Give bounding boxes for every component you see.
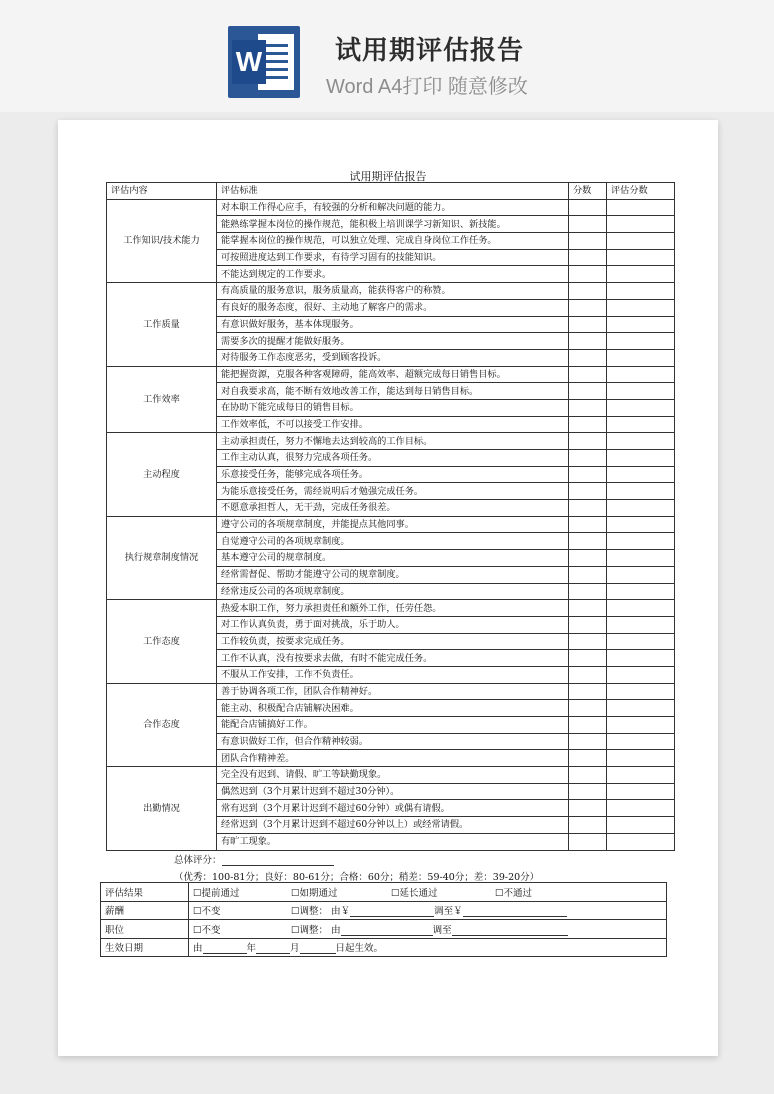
evaluation-score-cell[interactable] xyxy=(607,700,675,717)
score-cell[interactable] xyxy=(569,433,607,450)
score-cell[interactable] xyxy=(569,450,607,467)
criteria-cell: 工作较负责，按要求完成任务。 xyxy=(217,633,569,650)
category-cell: 工作知识/技术能力 xyxy=(107,199,217,282)
evaluation-table xyxy=(106,182,675,851)
criteria-cell: 工作效率低，不可以接受工作安排。 xyxy=(217,416,569,433)
salary-adjust[interactable]: ☐调整： xyxy=(291,906,329,918)
evaluation-score-cell[interactable] xyxy=(607,817,675,834)
score-cell[interactable] xyxy=(569,266,607,283)
table-row xyxy=(107,516,675,533)
banner xyxy=(0,0,774,112)
score-cell[interactable] xyxy=(569,383,607,400)
category-cell: 工作质量 xyxy=(107,283,217,366)
result-option-extend[interactable]: ☐延长通过 xyxy=(391,887,438,899)
evaluation-score-cell[interactable] xyxy=(607,199,675,216)
criteria-cell: 有意识做好服务，基本体现服务。 xyxy=(217,316,569,333)
banner-title: 试用期评估报告 xyxy=(335,36,525,66)
criteria-cell: 乐意接受任务，能够完成各项任务。 xyxy=(217,466,569,483)
score-cell[interactable] xyxy=(569,566,607,583)
score-cell[interactable] xyxy=(569,349,607,366)
eff-day-blank[interactable] xyxy=(300,943,336,954)
position-row xyxy=(101,920,667,939)
score-cell[interactable] xyxy=(569,767,607,784)
total-score-blank[interactable] xyxy=(222,855,334,866)
position-adjust[interactable]: ☐调整： xyxy=(291,924,329,936)
score-cell[interactable] xyxy=(569,199,607,216)
salary-to-blank[interactable] xyxy=(463,906,567,917)
eff-from-label: 由 xyxy=(193,943,203,955)
criteria-cell: 热爱本职工作，努力承担责任和额外工作，任劳任怨。 xyxy=(217,600,569,617)
position-no-change[interactable]: ☐不变 xyxy=(193,924,221,936)
evaluation-score-cell[interactable] xyxy=(607,616,675,633)
evaluation-score-cell[interactable] xyxy=(607,266,675,283)
evaluation-score-cell[interactable] xyxy=(607,500,675,517)
evaluation-score-cell[interactable] xyxy=(607,717,675,734)
criteria-cell: 完全没有迟到、请假、旷工等缺勤现象。 xyxy=(217,767,569,784)
category-cell: 主动程度 xyxy=(107,433,217,516)
score-cell[interactable] xyxy=(569,750,607,767)
result-row xyxy=(101,883,667,902)
evaluation-score-cell[interactable] xyxy=(607,383,675,400)
evaluation-score-cell[interactable] xyxy=(607,249,675,266)
score-cell[interactable] xyxy=(569,817,607,834)
banner-subtitle: Word A4打印 随意修改 xyxy=(326,76,528,98)
score-cell[interactable] xyxy=(569,550,607,567)
category-cell: 工作态度 xyxy=(107,600,217,683)
criteria-cell: 经常需督促、帮助才能遵守公司的规章制度。 xyxy=(217,566,569,583)
position-to-blank[interactable] xyxy=(452,925,568,936)
score-cell[interactable] xyxy=(569,633,607,650)
evaluation-score-cell[interactable] xyxy=(607,533,675,550)
effective-date-row xyxy=(101,938,667,957)
criteria-cell: 不愿意承担哲人，无干劲，完成任务很差。 xyxy=(217,500,569,517)
result-table xyxy=(100,882,667,957)
criteria-cell: 能熟练掌握本岗位的操作规范，能积极上培训课学习新知识、新技能。 xyxy=(217,216,569,233)
criteria-cell: 可按照进度达到工作要求，有待学习固有的技能知识。 xyxy=(217,249,569,266)
evaluation-score-cell[interactable] xyxy=(607,216,675,233)
evaluation-score-cell[interactable] xyxy=(607,650,675,667)
evaluation-score-cell[interactable] xyxy=(607,349,675,366)
document-page xyxy=(58,120,718,1056)
evaluation-score-cell[interactable] xyxy=(607,416,675,433)
criteria-cell: 经常违反公司的各项规章制度。 xyxy=(217,583,569,600)
evaluation-score-cell[interactable] xyxy=(607,566,675,583)
eff-year-label: 年 xyxy=(246,943,257,955)
salary-options xyxy=(189,901,667,920)
position-label: 职位 xyxy=(101,920,189,939)
salary-no-change[interactable]: ☐不变 xyxy=(193,906,221,918)
score-cell[interactable] xyxy=(569,800,607,817)
score-cell[interactable] xyxy=(569,666,607,683)
result-label: 评估结果 xyxy=(101,883,189,902)
eff-year-blank[interactable] xyxy=(203,943,247,954)
evaluation-score-cell[interactable] xyxy=(607,750,675,767)
table-row xyxy=(107,683,675,700)
criteria-cell: 经常迟到（3个月累计迟到不超过60分钟以上）或经常请假。 xyxy=(217,817,569,834)
position-to-label: 调至 xyxy=(432,924,452,936)
evaluation-score-cell[interactable] xyxy=(607,516,675,533)
criteria-cell: 有良好的服务态度，很好、主动地了解客户的需求。 xyxy=(217,299,569,316)
evaluation-score-cell[interactable] xyxy=(607,366,675,383)
score-cell[interactable] xyxy=(569,733,607,750)
criteria-cell: 常有迟到（3个月累计迟到不超过60分钟）或偶有请假。 xyxy=(217,800,569,817)
position-options xyxy=(189,920,667,939)
result-option-early[interactable]: ☐提前通过 xyxy=(193,887,240,899)
word-doc-icon xyxy=(228,26,300,98)
total-score xyxy=(174,852,774,866)
evaluation-score-cell[interactable] xyxy=(607,466,675,483)
criteria-cell: 工作主动认真，很努力完成各项任务。 xyxy=(217,450,569,467)
salary-from-label: 由￥ xyxy=(331,906,351,918)
evaluation-score-cell[interactable] xyxy=(607,583,675,600)
score-cell[interactable] xyxy=(569,600,607,617)
criteria-cell: 不能达到规定的工作要求。 xyxy=(217,266,569,283)
score-cell[interactable] xyxy=(569,516,607,533)
salary-from-blank[interactable] xyxy=(350,906,434,917)
position-from-label: 由 xyxy=(331,924,341,936)
score-cell[interactable] xyxy=(569,650,607,667)
evaluation-score-cell[interactable] xyxy=(607,683,675,700)
table-row xyxy=(107,767,675,784)
criteria-cell: 有高质量的服务意识，服务质量高，能获得客户的称赞。 xyxy=(217,283,569,300)
score-cell[interactable] xyxy=(569,249,607,266)
header-cell: 评估内容 xyxy=(107,183,217,200)
criteria-cell: 能配合店铺搞好工作。 xyxy=(217,717,569,734)
evaluation-score-cell[interactable] xyxy=(607,283,675,300)
evaluation-score-cell[interactable] xyxy=(607,833,675,850)
criteria-cell: 有旷工现象。 xyxy=(217,833,569,850)
total-score-label: 总体评分： xyxy=(174,855,222,866)
evaluation-score-cell[interactable] xyxy=(607,333,675,350)
table-row xyxy=(107,600,675,617)
effective-date-fields xyxy=(189,938,667,957)
evaluation-score-cell[interactable] xyxy=(607,299,675,316)
table-row xyxy=(107,199,675,216)
score-cell[interactable] xyxy=(569,233,607,250)
evaluation-score-cell[interactable] xyxy=(607,633,675,650)
table-row xyxy=(107,283,675,300)
criteria-cell: 有意识做好工作，但合作精神较弱。 xyxy=(217,733,569,750)
criteria-cell: 自觉遵守公司的各项规章制度。 xyxy=(217,533,569,550)
eff-month-blank[interactable] xyxy=(256,943,290,954)
category-cell: 执行规章制度情况 xyxy=(107,516,217,599)
score-cell[interactable] xyxy=(569,683,607,700)
evaluation-score-cell[interactable] xyxy=(607,666,675,683)
evaluation-score-cell[interactable] xyxy=(607,233,675,250)
salary-label: 薪酬 xyxy=(101,901,189,920)
score-cell[interactable] xyxy=(569,416,607,433)
evaluation-score-cell[interactable] xyxy=(607,316,675,333)
score-cell[interactable] xyxy=(569,316,607,333)
criteria-cell: 能主动、积极配合店铺解决困难。 xyxy=(217,700,569,717)
criteria-cell: 善于协调各项工作，团队合作精神好。 xyxy=(217,683,569,700)
salary-to-label: 调至￥ xyxy=(434,906,463,918)
score-cell[interactable] xyxy=(569,583,607,600)
evaluation-score-cell[interactable] xyxy=(607,600,675,617)
category-cell: 出勤情况 xyxy=(107,767,217,850)
score-cell[interactable] xyxy=(569,216,607,233)
criteria-cell: 对工作认真负责，勇于面对挑战，乐于助人。 xyxy=(217,616,569,633)
salary-row xyxy=(101,901,667,920)
score-cell[interactable] xyxy=(569,399,607,416)
criteria-cell: 不服从工作安排，工作不负责任。 xyxy=(217,666,569,683)
score-cell[interactable] xyxy=(569,366,607,383)
word-letter: W xyxy=(232,40,266,84)
criteria-cell: 主动承担责任，努力不懈地去达到较高的工作目标。 xyxy=(217,433,569,450)
criteria-cell: 能掌握本岗位的操作规范，可以独立处理、完成自身岗位工作任务。 xyxy=(217,233,569,250)
header-cell: 评估分数 xyxy=(607,183,675,200)
table-header-row xyxy=(107,183,675,200)
score-scale: （优秀：100-81分；良好：80-61分；合格：60分；稍差：59-40分；差：39-20分） xyxy=(174,872,540,883)
score-cell[interactable] xyxy=(569,700,607,717)
criteria-cell: 工作不认真，没有按要求去做，有时不能完成任务。 xyxy=(217,650,569,667)
score-cell[interactable] xyxy=(569,783,607,800)
effective-date-label: 生效日期 xyxy=(101,938,189,957)
table-row xyxy=(107,433,675,450)
evaluation-score-cell[interactable] xyxy=(607,450,675,467)
evaluation-score-cell[interactable] xyxy=(607,550,675,567)
criteria-cell: 基本遵守公司的规章制度。 xyxy=(217,550,569,567)
criteria-cell: 在协助下能完成每日的销售目标。 xyxy=(217,399,569,416)
score-cell[interactable] xyxy=(569,466,607,483)
evaluation-score-cell[interactable] xyxy=(607,433,675,450)
score-cell[interactable] xyxy=(569,299,607,316)
criteria-cell: 偶然迟到（3个月累计迟到不超过30分钟）。 xyxy=(217,783,569,800)
result-options xyxy=(189,883,667,902)
header-cell: 分数 xyxy=(569,183,607,200)
eff-suffix-label: 日起生效。 xyxy=(335,943,384,955)
score-cell[interactable] xyxy=(569,333,607,350)
result-option-ontime[interactable]: ☐如期通过 xyxy=(291,887,338,899)
criteria-cell: 对自我要求高，能不断有效地改善工作，能达到每日销售目标。 xyxy=(217,383,569,400)
evaluation-score-cell[interactable] xyxy=(607,733,675,750)
score-cell[interactable] xyxy=(569,533,607,550)
score-cell[interactable] xyxy=(569,500,607,517)
document-title: 试用期评估报告 xyxy=(349,170,427,183)
evaluation-score-cell[interactable] xyxy=(607,399,675,416)
criteria-cell: 对待服务工作态度恶劣，受到顾客投诉。 xyxy=(217,349,569,366)
category-cell: 工作效率 xyxy=(107,366,217,433)
table-row xyxy=(107,366,675,383)
score-cell[interactable] xyxy=(569,283,607,300)
criteria-cell: 能把握资源，克服各种客观障碍，能高效率、超额完成每日销售目标。 xyxy=(217,366,569,383)
position-from-blank[interactable] xyxy=(341,925,433,936)
evaluation-score-cell[interactable] xyxy=(607,767,675,784)
eff-month-label: 月 xyxy=(290,943,300,955)
result-option-fail[interactable]: ☐不通过 xyxy=(495,887,533,899)
score-cell[interactable] xyxy=(569,483,607,500)
evaluation-score-cell[interactable] xyxy=(607,783,675,800)
score-cell[interactable] xyxy=(569,833,607,850)
evaluation-score-cell[interactable] xyxy=(607,800,675,817)
header-cell: 评估标准 xyxy=(217,183,569,200)
criteria-cell: 遵守公司的各项规章制度，并能提点其他同事。 xyxy=(217,516,569,533)
criteria-cell: 团队合作精神差。 xyxy=(217,750,569,767)
criteria-cell: 为能乐意接受任务，需经说明后才勉强完成任务。 xyxy=(217,483,569,500)
category-cell: 合作态度 xyxy=(107,683,217,766)
score-cell[interactable] xyxy=(569,616,607,633)
evaluation-score-cell[interactable] xyxy=(607,483,675,500)
score-cell[interactable] xyxy=(569,717,607,734)
criteria-cell: 对本职工作得心应手，有较强的分析和解决问题的能力。 xyxy=(217,199,569,216)
criteria-cell: 需要多次的提醒才能做好服务。 xyxy=(217,333,569,350)
